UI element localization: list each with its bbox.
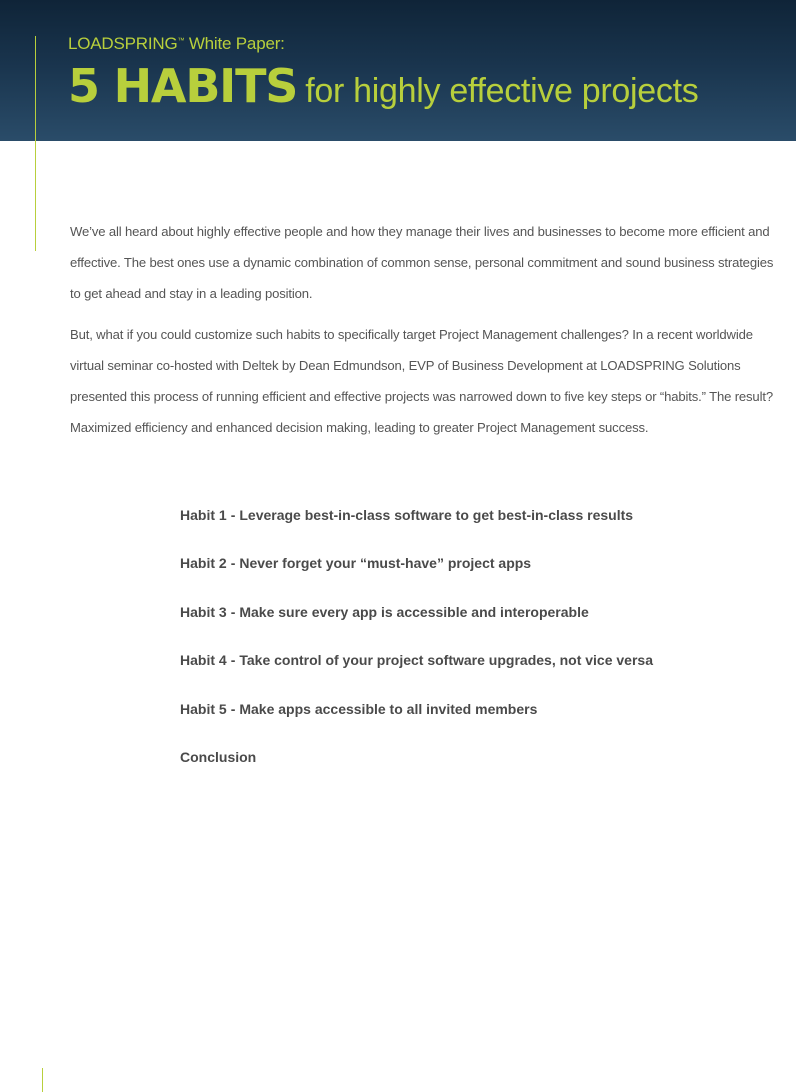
header-banner bbox=[0, 0, 796, 141]
intro-paragraph-1: We’ve all heard about highly effective people and how they manage their lives and businesses to become more efficient and effective. The best ones use a dynamic combination of common sense, personal commitment and sound business strategies to get ahead and stay in a leading position. bbox=[70, 224, 774, 301]
habit-item-3[interactable] bbox=[180, 599, 780, 647]
habit-item-4[interactable] bbox=[180, 647, 780, 695]
document-subtitle bbox=[68, 34, 796, 54]
habit-separator: - bbox=[230, 652, 236, 669]
habit-label: Habit 2 bbox=[180, 555, 227, 572]
intro-paragraph-2: But, what if you could customize such habits to specifically target Project Management challenges? In a recent worldwide virtual seminar co-hosted with Deltek by Dean Edmundson, EVP of Business Development at LOADSPRING Solutions presented this process of running efficient and effective projects was narrowed down to five key steps or “habits.” The result? Maximized efficiency and enhanced decision making, leading to greater Project Management success. bbox=[70, 327, 773, 435]
intro-text bbox=[70, 216, 782, 453]
habit-item-2[interactable] bbox=[180, 550, 780, 598]
habit-text: Take control of your project software upgrades, not vice versa bbox=[239, 652, 653, 669]
habit-text: Leverage best-in-class software to get best-in-class results bbox=[239, 507, 634, 523]
habit-text: Make sure every app is accessible and interoperable bbox=[239, 603, 589, 620]
header-content bbox=[68, 34, 796, 126]
subtitle-rest: White Paper: bbox=[184, 34, 285, 53]
habit-label: Habit 3 bbox=[180, 603, 227, 620]
title-main: 5 HABITS bbox=[68, 59, 298, 113]
accent-line-bottom bbox=[42, 1068, 43, 1092]
document-title bbox=[68, 58, 796, 126]
habit-separator: - bbox=[230, 603, 236, 620]
habit-item-1[interactable] bbox=[180, 502, 780, 550]
conclusion-item[interactable] bbox=[180, 744, 780, 792]
title-rest: for highly effective projects bbox=[305, 72, 699, 110]
habits-list bbox=[180, 502, 780, 792]
conclusion-label: Conclusion bbox=[180, 748, 257, 765]
habit-text: Never forget your “must-have” project apps bbox=[239, 555, 532, 572]
habit-separator: - bbox=[230, 700, 236, 717]
habit-label: Habit 1 bbox=[180, 507, 227, 523]
habit-label: Habit 5 bbox=[180, 700, 227, 717]
habit-separator: - bbox=[230, 555, 236, 572]
accent-line-top bbox=[35, 36, 36, 251]
habit-label: Habit 4 bbox=[180, 652, 227, 669]
trademark-mark: ™ bbox=[177, 37, 185, 45]
subtitle-brand: LOADSPRING bbox=[68, 34, 178, 53]
habit-separator: - bbox=[230, 507, 236, 523]
habit-text: Make apps accessible to all invited members bbox=[239, 700, 538, 717]
habit-item-5[interactable] bbox=[180, 696, 780, 744]
